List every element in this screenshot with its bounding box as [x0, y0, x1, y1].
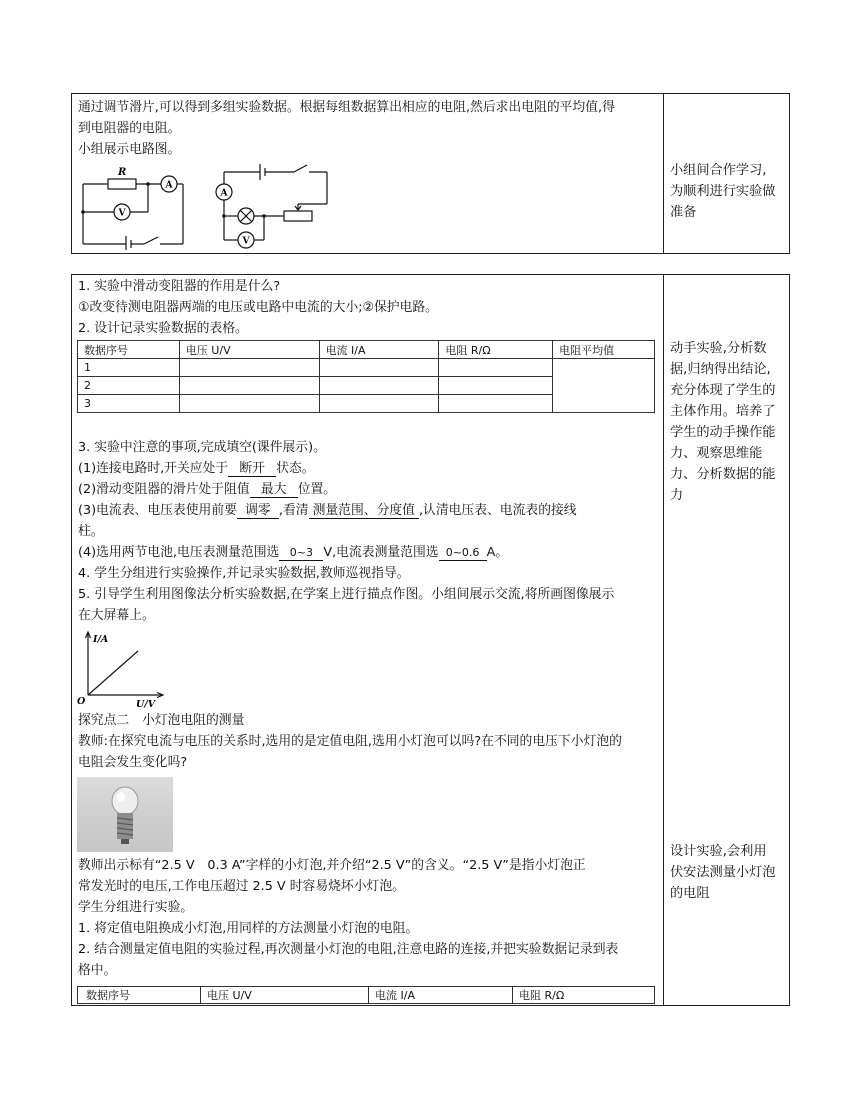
- question-5-cont: 在大屏幕上。: [78, 608, 155, 623]
- text-line: 通过调节滑片,可以得到多组实验数据。根据每组数据算出相应的电阻,然后求出电阻的平均值,得: [78, 100, 615, 115]
- side-note-line: 力、观察思维能: [670, 446, 763, 461]
- circuit-diagram-lamp: [208, 154, 333, 250]
- note-item-3-cont: 柱。: [78, 524, 104, 539]
- lamp-bulb-icon: [77, 777, 173, 852]
- text: A。: [486, 545, 509, 560]
- lesson-box-1: [71, 93, 790, 254]
- voltmeter-label: V: [242, 236, 250, 247]
- side-note-line: 学生的动手操作能: [670, 425, 776, 440]
- fill-blank: 断开: [228, 461, 276, 477]
- side-note-line: 主体作用。培养了: [670, 404, 776, 419]
- table-header-cell: 电流 I/A: [369, 987, 513, 1004]
- fill-blank: 调零: [237, 503, 279, 519]
- question-4: 4. 学生分组进行实验操作,并记录实验数据,教师巡视指导。: [78, 566, 410, 581]
- side-note-line: 力: [670, 488, 684, 503]
- table-cell-average: [553, 359, 655, 413]
- fill-blank: 0~3: [279, 545, 323, 561]
- table-header-cell: 电压 U/V: [201, 987, 369, 1004]
- ammeter-label: A: [165, 180, 173, 191]
- table-cell: [179, 359, 319, 377]
- table-cell: [439, 359, 553, 377]
- side-note-line: 动手实验,分析数: [670, 341, 767, 356]
- group-instruction: 学生分组进行实验。: [78, 900, 194, 915]
- lamp-intro: 教师出示标有“2.5 V 0.3 A”字样的小灯泡,并介绍“2.5 V”的含义。“2.5 V”是指小灯泡正: [78, 858, 586, 873]
- lamp-intro-cont: 常发光时的电压,工作电压超过 2.5 V 时容易烧坏小灯泡。: [78, 879, 405, 894]
- graph-x-label: U/V: [136, 699, 156, 709]
- table-cell: [319, 377, 439, 395]
- table-cell: [319, 395, 439, 413]
- text: ,认清电压表、电流表的接线: [418, 503, 577, 518]
- data-table-2: [77, 986, 655, 1004]
- table-header-cell: 电流 I/A: [319, 341, 439, 359]
- step-1: 1. 将定值电阻换成小灯泡,用同样的方法测量小灯泡的电阻。: [78, 921, 419, 936]
- section-heading: 探究点二 小灯泡电阻的测量: [78, 713, 245, 728]
- note-item-3: [78, 500, 662, 521]
- question-1-answer: ①改变待测电阻器两端的电压或电路中电流的大小;②保护电路。: [78, 300, 438, 315]
- side-note-line: 小组间合作学习,: [670, 163, 767, 178]
- note-item-2: [78, 479, 662, 500]
- table-cell: [179, 377, 319, 395]
- text: (4)选用两节电池,电压表测量范围选: [78, 545, 280, 560]
- table-cell: 2: [78, 377, 180, 395]
- teacher-question: 教师:在探究电流与电压的关系时,选用的是定值电阻,选用小灯泡可以吗?在不同的电压下小灯泡的: [78, 734, 622, 749]
- note-item-4: [78, 542, 662, 563]
- side-note-2a: [670, 338, 788, 506]
- table-header-cell: 电压 U/V: [179, 341, 319, 359]
- ammeter-label: A: [220, 188, 228, 199]
- note-item-1: [78, 458, 662, 479]
- question-5: 5. 引导学生利用图像法分析实验数据,在学案上进行描点作图。小组间展示交流,将所画图像展示: [78, 587, 615, 602]
- text: (3)电流表、电压表使用前要: [78, 503, 237, 518]
- graph-origin-label: O: [77, 696, 86, 707]
- table-header-row: [78, 987, 655, 1004]
- question-2: 2. 设计记录实验数据的表格。: [78, 321, 248, 336]
- table-header-row: [78, 341, 655, 359]
- table-cell: [319, 359, 439, 377]
- current-voltage-graph: [76, 629, 168, 709]
- side-note-line: 为顺利进行实验做: [670, 184, 776, 199]
- question-3: 3. 实验中注意的事项,完成填空(课件展示)。: [78, 440, 326, 455]
- resistor-label: R: [118, 167, 127, 178]
- circuit-diagram-resistor: [78, 164, 188, 250]
- text: (1)连接电路时,开关应处于: [78, 461, 229, 476]
- text: 位置。: [297, 482, 337, 497]
- question-1: 1. 实验中滑动变阻器的作用是什么?: [78, 279, 281, 294]
- side-note-2b: [670, 841, 788, 904]
- step-2: 2. 结合测量定值电阻的实验过程,再次测量小灯泡的电阻,注意电路的连接,并把实验数据记录到表: [78, 942, 619, 957]
- table-cell: [179, 395, 319, 413]
- text-line: 到电阻器的电阻。: [78, 121, 181, 136]
- side-note-line: 的电阻: [670, 886, 710, 901]
- step-2-cont: 格中。: [78, 963, 117, 978]
- side-note-1: [663, 94, 789, 253]
- table-header-cell: 数据序号: [78, 341, 180, 359]
- text: (2)滑动变阻器的滑片处于阻值: [78, 482, 250, 497]
- lesson-box-2: [71, 274, 790, 1006]
- table-cell: 1: [78, 359, 180, 377]
- side-note-line: 充分体现了学生的: [670, 383, 776, 398]
- side-note-line: 伏安法测量小灯泡: [670, 865, 776, 880]
- small-lamp-photo: [77, 777, 173, 852]
- voltmeter-label: V: [118, 208, 126, 219]
- side-note-line: 力、分析数据的能: [670, 467, 776, 482]
- data-table-1: [77, 340, 655, 413]
- side-note-line: 设计实验,会利用: [670, 844, 767, 859]
- table-cell: [439, 395, 553, 413]
- fill-blank: 0~0.6: [439, 545, 487, 561]
- table-header-cell: 电阻平均值: [553, 341, 655, 359]
- table-header-cell: 数据序号: [78, 987, 201, 1004]
- teacher-question-cont: 电阻会发生变化吗?: [78, 755, 188, 770]
- text: ,看清: [278, 503, 309, 518]
- table-row: [78, 359, 655, 377]
- graph-y-label: I/A: [93, 634, 109, 645]
- side-note-column-2: [663, 275, 789, 1005]
- fill-blank: 最大: [250, 482, 298, 498]
- side-note-line: 准备: [670, 205, 697, 220]
- table-header-cell: 电阻 R/Ω: [439, 341, 553, 359]
- side-note-line: 据,归纳得出结论,: [670, 362, 771, 377]
- text-line: 小组展示电路图。: [78, 142, 181, 157]
- table-cell: 3: [78, 395, 180, 413]
- fill-blank: 测量范围、分度值: [309, 503, 419, 519]
- table-header-cell: 电阻 R/Ω: [513, 987, 655, 1004]
- text: 状态。: [276, 461, 315, 476]
- text: V,电流表测量范围选: [323, 545, 439, 560]
- table-cell: [439, 377, 553, 395]
